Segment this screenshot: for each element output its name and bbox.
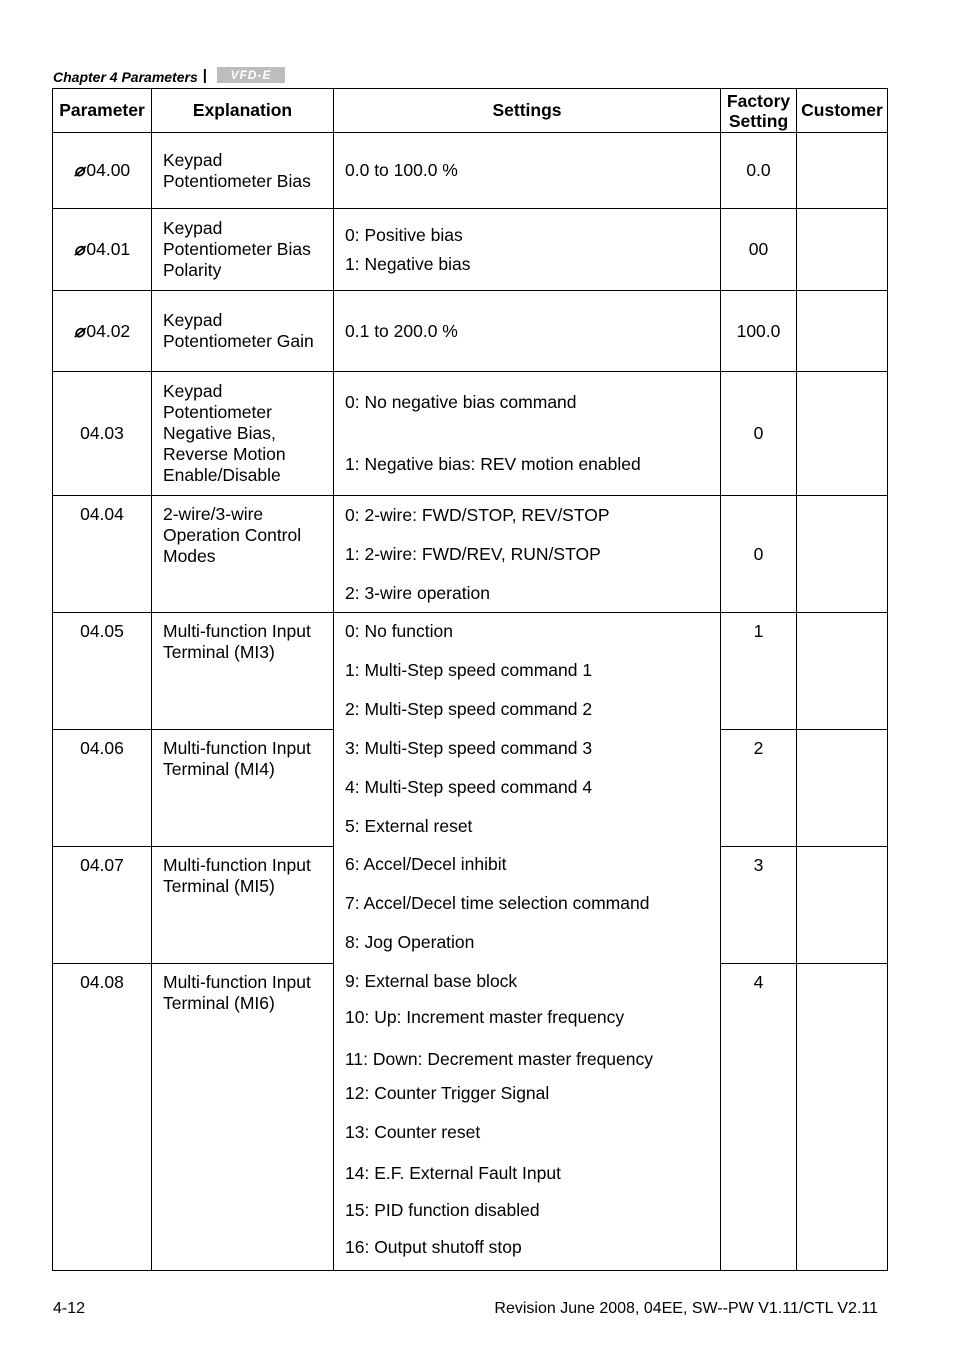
explanation-line: Reverse Motion (163, 444, 286, 464)
setting-line: 9: External base block (345, 971, 518, 991)
factory-cell: 4 (721, 964, 797, 1271)
explanation-line: Multi-function Input (163, 621, 311, 641)
explanation-line: Terminal (MI4) (163, 759, 275, 779)
explanation-cell (152, 847, 334, 964)
param-cell: 04.07 (53, 847, 152, 964)
setting-line: 16: Output shutoff stop (345, 1237, 522, 1257)
factory-cell: 1 (721, 613, 797, 730)
customer-cell (797, 613, 888, 730)
table-row (53, 133, 888, 209)
explanation-cell (152, 209, 334, 291)
page-number: 4-12 (53, 1300, 86, 1317)
explanation-cell (152, 372, 334, 496)
pen-icon: ⌀ (73, 239, 85, 259)
setting-line: 10: Up: Increment master frequency (345, 1007, 625, 1027)
customer-cell (797, 133, 888, 209)
explanation-cell (152, 133, 334, 209)
vfd-e-logo: VFD-E (217, 67, 285, 83)
setting-line: 2: 3-wire operation (345, 582, 490, 603)
explanation-line: Multi-function Input (163, 738, 311, 758)
customer-cell (797, 847, 888, 964)
explanation-line: Multi-function Input (163, 855, 311, 875)
setting-line: 13: Counter reset (345, 1122, 481, 1142)
pen-icon: ⌀ (73, 160, 85, 180)
param-id: 04.00 (86, 160, 131, 180)
param-cell: 04.06 (53, 730, 152, 847)
customer-cell (797, 291, 888, 372)
settings-cell (334, 133, 721, 209)
param-id: 04.01 (86, 239, 131, 259)
setting-line: 7: Accel/Decel time selection command (345, 893, 650, 913)
setting-line: 1: Negative bias: REV motion enabled (345, 454, 641, 474)
factory-cell: 100.0 (721, 291, 797, 372)
setting-line: 12: Counter Trigger Signal (345, 1083, 550, 1103)
table-row (53, 613, 888, 730)
table-row (53, 291, 888, 372)
param-cell: 04.03 (53, 372, 152, 496)
table-row (53, 372, 888, 496)
header-parameter: Parameter (53, 89, 152, 133)
explanation-line: Keypad (163, 310, 223, 330)
explanation-line: Potentiometer Gain (163, 331, 314, 351)
setting-line: 14: E.F. External Fault Input (345, 1163, 561, 1183)
header-separator: | (202, 67, 207, 84)
header-settings: Settings (334, 89, 721, 133)
explanation-cell (152, 964, 334, 1271)
explanation-cell (152, 496, 334, 613)
revision-text: Revision June 2008, 04EE, SW--PW V1.11/CTL V2.11 (494, 1300, 878, 1317)
settings-cell (334, 209, 721, 291)
settings-cell (334, 372, 721, 496)
setting-line: 1: Multi-Step speed command 1 (345, 660, 593, 680)
setting-line: 5: External reset (345, 816, 473, 836)
explanation-line: Potentiometer Bias (163, 239, 311, 259)
factory-cell: 3 (721, 847, 797, 964)
explanation-line: Operation Control (163, 525, 302, 545)
param-id: 04.02 (86, 320, 131, 341)
explanation-line: Keypad (163, 218, 223, 238)
setting-line: 3: Multi-Step speed command 3 (345, 738, 593, 758)
setting-line: 8: Jog Operation (345, 932, 475, 952)
explanation-line: Keypad (163, 381, 223, 401)
explanation-line: Terminal (MI3) (163, 642, 275, 662)
explanation-line: Modes (163, 546, 216, 566)
setting-line: 0: 2-wire: FWD/STOP, REV/STOP (345, 504, 610, 525)
explanation-line: Negative Bias, (163, 423, 276, 443)
page-header (53, 66, 285, 88)
param-cell (53, 291, 152, 372)
customer-cell (797, 209, 888, 291)
header-customer: Customer (797, 89, 888, 133)
param-cell (53, 133, 152, 209)
customer-cell (797, 496, 888, 613)
header-explanation: Explanation (152, 89, 334, 133)
setting-line: 0.0 to 100.0 % (345, 160, 458, 180)
explanation-line: Potentiometer Bias (163, 170, 311, 191)
table-header-row (53, 89, 888, 133)
explanation-line: Multi-function Input (163, 972, 311, 992)
setting-line: 0: Positive bias (345, 224, 463, 245)
explanation-line: Enable/Disable (163, 465, 281, 485)
param-cell: 04.05 (53, 613, 152, 730)
header-factory-setting (721, 89, 797, 133)
explanation-cell (152, 291, 334, 372)
setting-line: 0: No negative bias command (345, 392, 577, 412)
setting-line: 11: Down: Decrement master frequency (345, 1049, 654, 1069)
factory-cell: 2 (721, 730, 797, 847)
factory-cell: 0 (721, 372, 797, 496)
setting-line: 4: Multi-Step speed command 4 (345, 777, 593, 797)
setting-line: 0.1 to 200.0 % (345, 320, 458, 341)
setting-line: 15: PID function disabled (345, 1200, 540, 1220)
setting-line: 1: Negative bias (345, 253, 471, 274)
factory-cell: 00 (721, 209, 797, 291)
param-cell: 04.08 (53, 964, 152, 1271)
pen-icon: ⌀ (73, 320, 85, 341)
explanation-cell (152, 613, 334, 730)
parameter-table (52, 88, 888, 1271)
mi-settings-cell (334, 613, 721, 1271)
explanation-line: Terminal (MI5) (163, 876, 275, 896)
customer-cell (797, 730, 888, 847)
factory-cell: 0.0 (721, 133, 797, 209)
table-row (53, 209, 888, 291)
explanation-line: Polarity (163, 260, 222, 280)
chapter-title: Chapter 4 Parameters (53, 69, 198, 85)
param-cell (53, 209, 152, 291)
explanation-line: Terminal (MI6) (163, 993, 275, 1013)
explanation-line: 2-wire/3-wire (163, 504, 264, 524)
settings-cell (334, 496, 721, 613)
setting-line: 2: Multi-Step speed command 2 (345, 699, 593, 719)
table-row (53, 496, 888, 613)
setting-line: 0: No function (345, 621, 453, 641)
explanation-cell (152, 730, 334, 847)
customer-cell (797, 372, 888, 496)
factory-line-2: Setting (728, 110, 789, 131)
customer-cell (797, 964, 888, 1271)
explanation-line: Keypad (163, 149, 223, 170)
setting-line: 6: Accel/Decel inhibit (345, 854, 507, 874)
factory-cell: 0 (721, 496, 797, 613)
setting-line: 1: 2-wire: FWD/REV, RUN/STOP (345, 543, 601, 564)
settings-cell (334, 291, 721, 372)
explanation-line: Potentiometer (163, 402, 272, 422)
factory-line-1: Factory (726, 90, 791, 111)
param-cell: 04.04 (53, 496, 152, 613)
